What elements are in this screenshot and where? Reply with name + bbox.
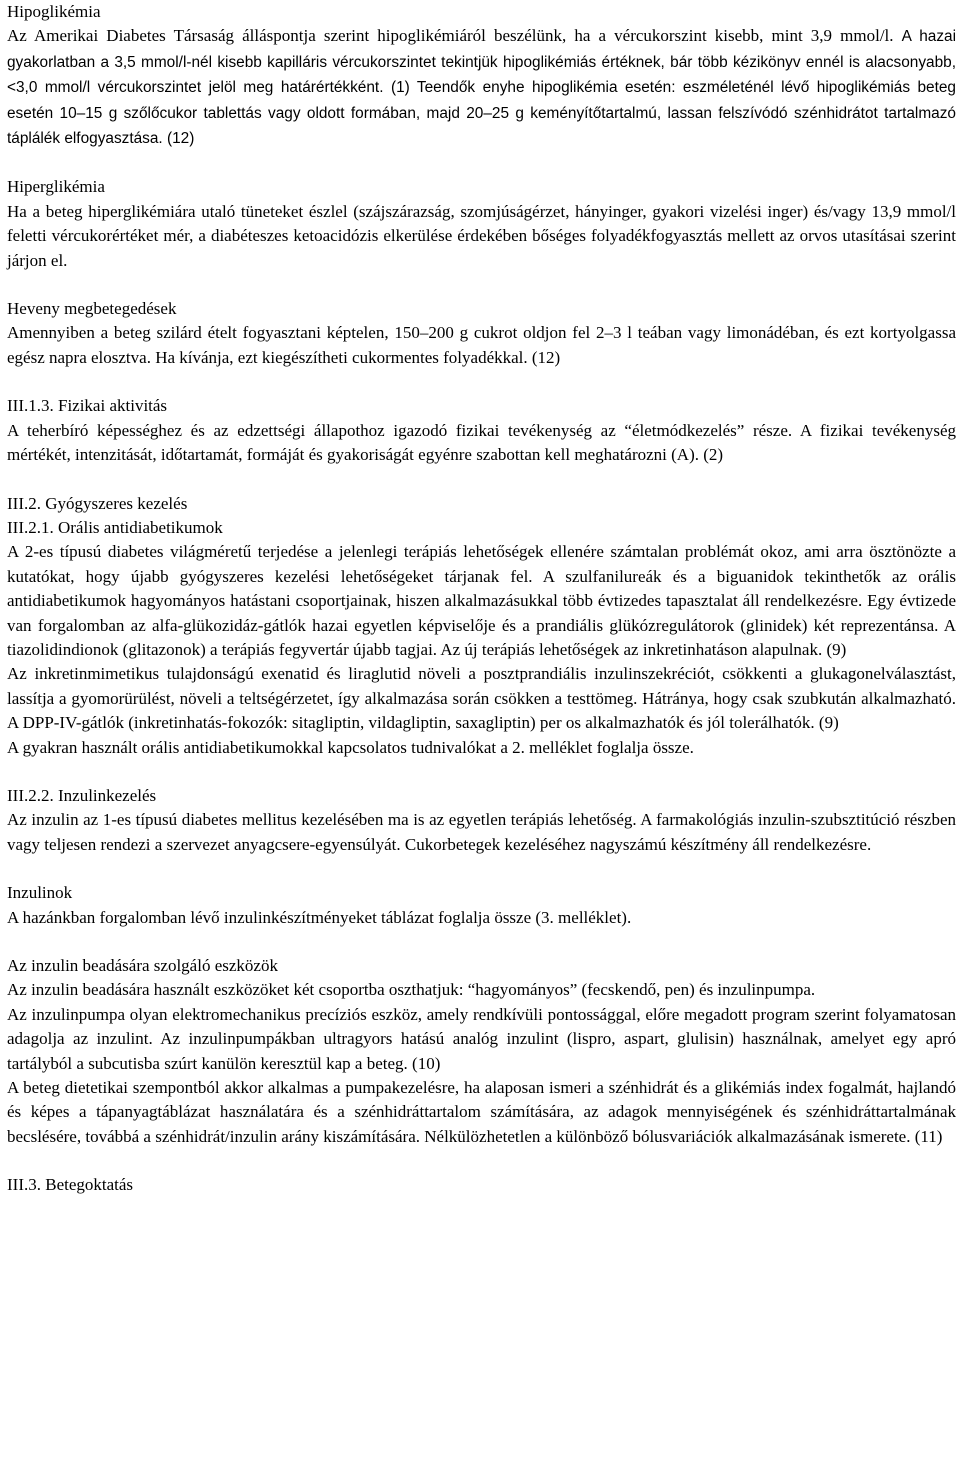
section-paragraph: A hazánkban forgalomban lévő inzulinkészítményeket táblázat foglalja össze (3. melléklet).: [7, 907, 632, 927]
section-patient-education: [7, 1173, 956, 1197]
section-drug-therapy: [7, 492, 956, 760]
section-hypoglycemia: [7, 0, 956, 151]
section-heading: Hipoglikémia: [7, 2, 101, 21]
section-hyperglycemia: [7, 175, 956, 273]
section-physical-activity: [7, 394, 956, 467]
section-paragraph: Amennyiben a beteg szilárd ételt fogyasztani képtelen, 150–200 g cukrot oldjon fel 2–3 l teában vagy limonádéban, és ezt kortyolgassa egész napra elosztva. Ha kívánja, ezt kiegészítheti cukormentes folyadékkal. (12): [7, 323, 956, 367]
section-insulin-devices: [7, 954, 956, 1149]
section-heading: III.1.3. Fizikai aktivitás: [7, 396, 168, 416]
section-heading: Hiperglikémia: [7, 177, 105, 197]
section-paragraph: A gyakran használt orális antidiabetikumokkal kapcsolatos tudnivalókat a 2. melléklet foglalja össze.: [7, 737, 694, 757]
section-paragraph: A beteg dietetikai szempontból akkor alkalmas a pumpakezelésre, ha alaposan ismeri a szénhidrát és a glikémiás index fogalmát, hajlandó és képes a tápanyagtáblázat használatára és a szénhidráttartalom számítására, az adagok mennyiségének és szénhidráttartalmának becslésére, továbbá a szénhidrát/inzulin arány kiszámítására. Nélkülözhetetlen a különböző bólusvariációk alkalmazásának ismerete. (11): [7, 1078, 956, 1146]
section-paragraph: [7, 24, 956, 151]
section-paragraph: Az inzulin beadására használt eszközöket két csoportba oszthatjuk: “hagyományos” (fecskendő, pen) és inzulinpumpa.: [7, 980, 816, 1000]
section-acute-illness: [7, 297, 956, 370]
section-paragraph: A teherbíró képességhez és az edzettségi állapothoz igazodó fizikai tevékenység az “életmódkezelés” része. A fizikai tevékenység mértékét, intenzitását, időtartamát, formáját és gyakoriságát egyénre szabottan kell meghatározni (A). (2): [7, 420, 956, 465]
section-paragraph: Ha a beteg hiperglikémiára utaló tüneteket észlel (szájszárazság, szomjúságérzet, hányinger, gyakori vizelési inger) és/vagy 13,9 mmol/l feletti vércukorértéket mér, a diabéteszes ketoacidózis elkerülése érdekében bőséges folyadékfogyasztás mellett az orvos utasításai szerint járjon el.: [7, 201, 956, 270]
section-heading: Inzulinok: [7, 883, 73, 903]
section-insulins: [7, 881, 956, 930]
paragraph-serif-text: Az Amerikai Diabetes Társaság álláspontja szerint hipoglikémiáról beszélünk, ha a vércukorszint kisebb, mint 3,9 mmol/l.: [7, 26, 902, 46]
paragraph-sans-text: A hazai gyakorlatban a 3,5 mmol/l-nél kisebb kapilláris vércukorszintet tekintjük hipoglikémiás értéknek, bár több kézikönyv ennél is alacsonyabb, <3,0 mmol/l vércukorszintet jelöl meg határértékként. (1) Teendők enyhe hipoglikémia esetén: eszméleténél lévő hipoglikémiás beteg esetén 10–15 g szőlőcukor tablettás vagy oldott formában, majd 20–25 g keményítőtartalmú, lassan felszívódó szénhidrátot tartalmazó táplálék elfogyasztása. (12): [7, 28, 956, 148]
section-subheading: III.2.1. Orális antidiabetikumok: [7, 517, 223, 537]
section-paragraph: Az inzulin az 1-es típusú diabetes mellitus kezelésében ma is az egyetlen terápiás lehetőség. A farmakológiás inzulin-szubsztitúció részben vagy teljesen rendezi a szervezet anyagcsere-egyensúlyát. Cukorbetegek kezeléséhez nagyszámú készítmény áll rendelkezésre.: [7, 810, 956, 854]
section-paragraph: Az inkretinmimetikus tulajdonságú exenatid és liraglutid növeli a posztprandiális inzulinszekréciót, csökkenti a glukagonelválasztást, lassítja a gyomorürülést, növeli a teltségérzetet, így alkalmazása során csökken a testtömeg. Hátránya, hogy csak szubkután alkalmazható. A DPP-IV-gátlók (inkretinhatás-fokozók: sitagliptin, vildagliptin, saxagliptin) per os alkalmazhatók és jól tolerálhatók. (9): [7, 664, 956, 733]
section-heading: Heveny megbetegedések: [7, 299, 177, 319]
section-heading: III.2.2. Inzulinkezelés: [7, 785, 157, 805]
section-heading: III.2. Gyógyszeres kezelés: [7, 493, 188, 513]
section-paragraph: Az inzulinpumpa olyan elektromechanikus precíziós eszköz, amely rendkívüli pontossággal, előre megadott program szerint folyamatosan adagolja az inzulint. Az inzulinpumpákban ultragyors hatású analóg inzulint (lispro, aspart, glulisin) használnak, amelyet egy apró tartályból a subcutisba szúrt kanülön keresztül kap a beteg. (10): [7, 1004, 956, 1073]
section-insulin-therapy: [7, 784, 956, 857]
section-heading: Az inzulin beadására szolgáló eszközök: [7, 956, 278, 975]
section-paragraph: A 2-es típusú diabetes világméretű terjedése a jelenlegi terápiás lehetőségek ellenére számtalan problémát okoz, ami arra ösztönözte a kutatókat, hogy újabb gyógyszeres kezelési lehetőségeket tárjanak fel. A szulfanilureák és a biguanidok tekinthetők az orális antidiabetikumok hagyományos hatástani csoportjainak, hiszen alkalmazásukkal több évtizedes tapasztalat áll rendelkezésre. Egy évtizede van forgalomban az alfa-glükozidáz-gátlók hazai egyetlen képviselője és a prandiális glükózregulátorok (glinidek) két reprezentánsa. A tiazolidindionok (glitazonok) a terápiás fegyvertár újabb tagjai. Az új terápiás lehetőségek az inkretinhatáson alapulnak. (9): [7, 542, 956, 659]
section-heading: III.3. Betegoktatás: [7, 1175, 134, 1195]
